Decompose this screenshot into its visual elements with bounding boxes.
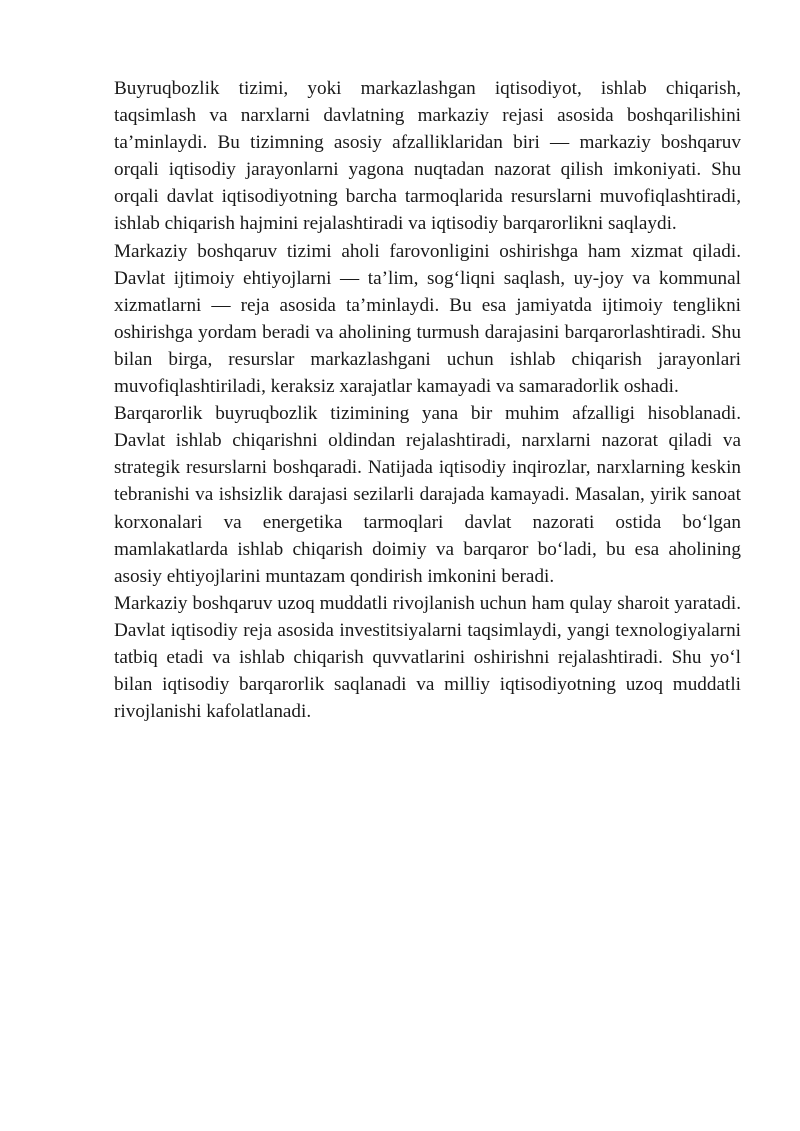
document-body — [114, 75, 741, 725]
paragraph-1: Buyruqbozlik tizimi, yoki markazlashgan iqtisodiyot, ishlab chiqarish, taqsimlash va narxlarni davlatning markaziy rejasi asosida boshqarilishini taʼminlaydi. Bu tizimning asosiy afzalliklaridan biri — markaziy boshqaruv orqali iqtisodiy jarayonlarni yagona nuqtadan nazorat qilish imkoniyati. Shu orqali davlat iqtisodiyotning barcha tarmoqlarida resurslarni muvofiqlashtiradi, ishlab chiqarish hajmini rejalashtiradi va iqtisodiy barqarorlikni saqlaydi. — [114, 78, 741, 235]
paragraph-4: Markaziy boshqaruv uzoq muddatli rivojlanish uchun ham qulay sharoit yaratadi. Davlat iqtisodiy reja asosida investitsiyalarni taqsimlaydi, yangi texnologiyalarni tatbiq etadi va ishlab chiqarish quvvatlarini oshirishni rejalashtiradi. Shu yoʻl bilan iqtisodiy barqarorlik saqlanadi va milliy iqtisodiyotning uzoq muddatli rivojlanishi kafolatlanadi. — [114, 592, 741, 723]
paragraph-2: Markaziy boshqaruv tizimi aholi farovonligini oshirishga ham xizmat qiladi. Davlat ijtimoiy ehtiyojlarni — taʼlim, sogʻliqni saqlash, uy-joy va kommunal xizmatlarni — reja asosida taʼminlaydi. Bu esa jamiyatda ijtimoiy tenglikni oshirishga yordam beradi va aholining turmush darajasini barqarorlashtiradi. Shu bilan birga, resurslar markazlashgani uchun ishlab chiqarish jarayonlari muvofiqlashtiriladi, keraksiz xarajatlar kamayadi va samaradorlik oshadi. — [114, 240, 741, 398]
paragraph-3: Barqarorlik buyruqbozlik tizimining yana bir muhim afzalligi hisoblanadi. Davlat ishlab chiqarishni oldindan rejalashtiradi, narxlarni nazorat qiladi va strategik resurslarni boshqaradi. Natijada iqtisodiy inqirozlar, narxlarning keskin tebranishi va ishsizlik darajasi sezilarli darajada kamayadi. Masalan, yirik sanoat korxonalari va energetika tarmoqlari davlat nazorati ostida boʻlgan mamlakatlarda ishlab chiqarish doimiy va barqaror boʻladi, bu esa aholining asosiy ehtiyojlarini muntazam qondirish imkonini beradi. — [114, 403, 741, 587]
